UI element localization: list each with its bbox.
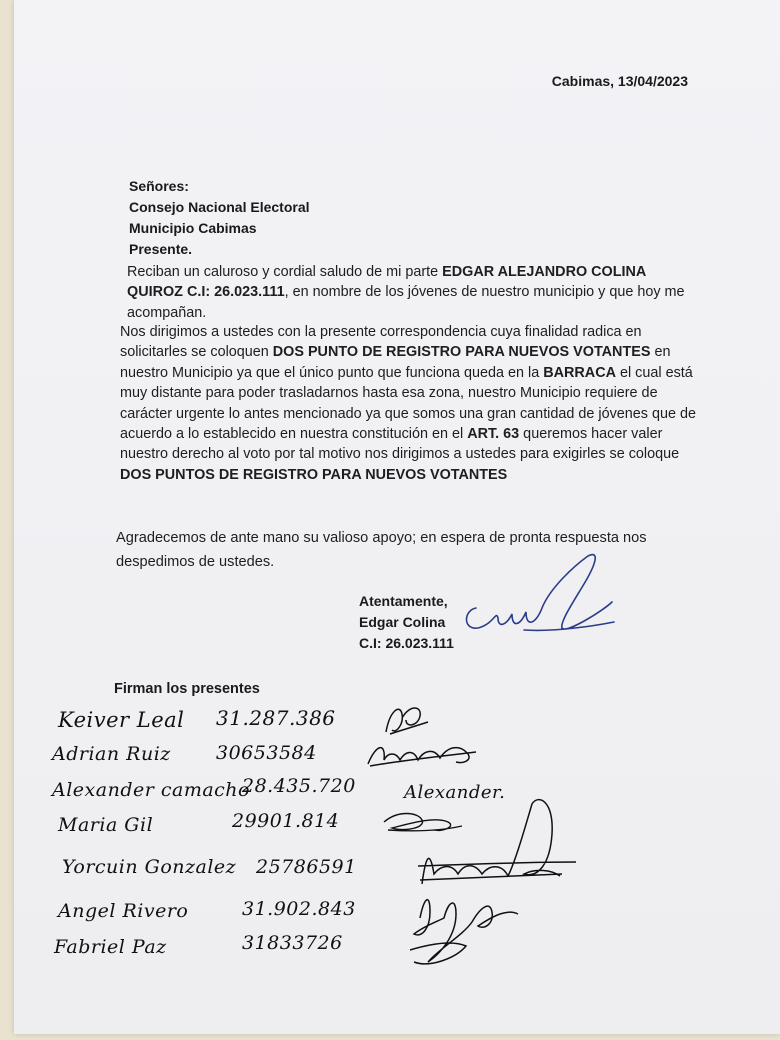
text-run: en nuestro Municipio ya que el único punto que funciona queda en la: [120, 344, 671, 381]
signers-heading: Firman los presentes: [114, 681, 260, 697]
signer-signature: [376, 700, 436, 740]
signer-name: Keiver Leal: [58, 708, 185, 732]
signer-ci: 31833726: [242, 932, 343, 954]
signer-ci: 30653584: [216, 742, 317, 764]
text-run: Nos dirigimos a ustedes con la presente correspondencia cuya finalidad radica en solicitarles se coloquen: [120, 324, 642, 361]
closing-line: Atentamente,: [359, 593, 448, 609]
letter-page: [14, 0, 780, 1034]
greeting-paragraph: [127, 262, 697, 323]
closing-block: [359, 591, 454, 654]
signer-name: Angel Rivero: [58, 900, 189, 922]
signer-ci: 31.902.843: [242, 898, 356, 920]
closing-line: Edgar Colina: [359, 614, 446, 630]
recipient-address: [129, 176, 310, 260]
address-line: Presente.: [129, 241, 193, 257]
bold-run: DOS PUNTO DE REGISTRO PARA NUEVOS VOTANTES: [272, 344, 651, 361]
signer-name: Maria Gil: [58, 814, 154, 836]
sender-identity: EDGAR ALEJANDRO COLINA QUIROZ C.I: 26.023.111: [127, 264, 646, 301]
text-run: el cual está muy distante para poder trasladarnos hasta esa zona, nuestro Municipio requiere de carácter urgente lo antes mencionado ya que somos una gran cantidad de jóvenes que de acuerdo a lo establecido en nuestra constitución en el: [120, 364, 697, 443]
closing-line: C.I: 26.023.111: [359, 635, 454, 651]
text-run: Reciban un caluroso y cordial saludo de mi parte: [127, 264, 443, 280]
sender-signature: [454, 548, 624, 648]
text-run: , en nombre de los jóvenes de nuestro municipio y que hoy me acompañan.: [127, 284, 685, 321]
request-paragraph: [120, 322, 710, 485]
signer-name: Alexander camacho: [52, 779, 250, 801]
signer-ci: 31.287.386: [216, 706, 336, 730]
thanks-paragraph: Agradecemos de ante mano su valioso apoyo; en espera de pronta respuesta nos despedimos de ustedes.: [116, 530, 647, 570]
signer-name: Yorcuin Gonzalez: [62, 856, 237, 878]
bold-run: DOS PUNTOS DE REGISTRO PARA NUEVOS VOTANTES: [120, 466, 508, 483]
bold-run: ART. 63: [467, 426, 520, 443]
signer-ci: 29901.814: [232, 810, 340, 832]
address-line: Municipio Cabimas: [129, 220, 257, 236]
signer-signature: [364, 738, 484, 772]
signer-name: Fabriel Paz: [54, 936, 167, 958]
text-run: queremos hacer valer nuestro derecho al voto por tal motivo nos dirigimos a ustedes para exigirles se coloque: [120, 426, 680, 463]
signer-signature: [400, 878, 530, 973]
letter-date: Cabimas, 13/04/2023: [551, 73, 688, 89]
signer-name: Adrian Ruiz: [52, 743, 171, 765]
signer-ci: 25786591: [256, 856, 357, 878]
address-line: Señores:: [129, 178, 189, 194]
signer-signature: Alexander.: [404, 782, 506, 803]
address-line: Consejo Nacional Electoral: [129, 199, 310, 215]
bold-run: BARRACA: [543, 364, 616, 381]
signer-ci: 28.435.720: [242, 775, 356, 797]
